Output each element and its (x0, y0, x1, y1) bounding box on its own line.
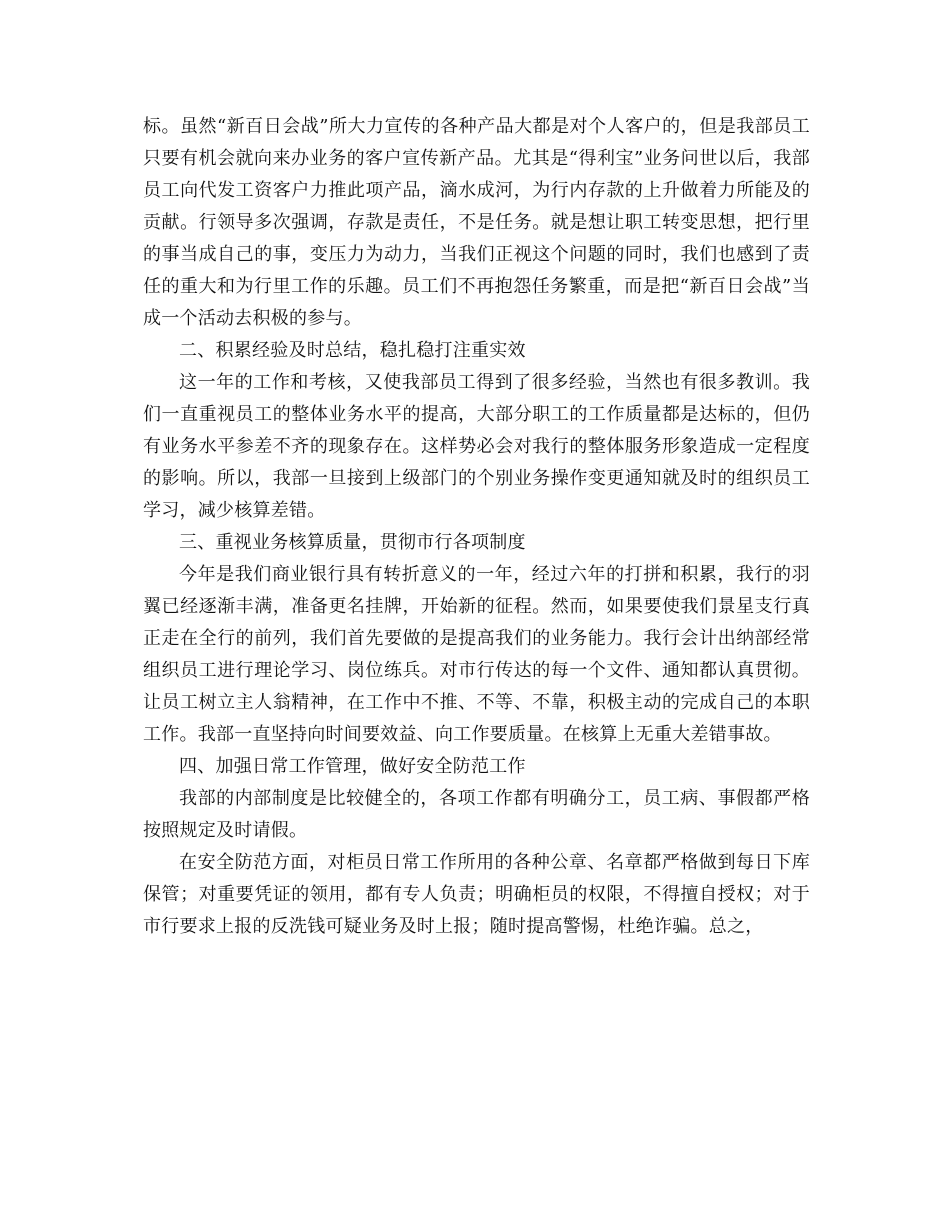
document-body (143, 111, 810, 943)
paragraph-experience: 这一年的工作和考核，又使我部员工得到了很多经验，当然也有很多教训。我们一直重视员工的整体业务水平的提高，大部分职工的工作质量都是达标的，但仍有业务水平参差不齐的现象存在。这样势必会对我行的整体服务形象造成一定程度的影响。所以，我部一旦接到上级部门的个别业务操作变更通知就及时的组织员工学习，减少核算差错。 (143, 372, 810, 521)
paragraph-continuation: 标。虽然“新百日会战”所大力宣传的各种产品大都是对个人客户的，但是我部员工只要有机会就向来办业务的客户宣传新产品。尤其是“得利宝”业务问世以后，我部员工向代发工资客户力推此项产品，滴水成河，为行内存款的上升做着力所能及的贡献。行领导多次强调，存款是责任，不是任务。就是想让职工转变思想，把行里的事当成自己的事，变压力为动力，当我们正视这个问题的同时，我们也感到了责任的重大和为行里工作的乐趣。员工们不再抱怨任务繁重，而是把“新百日会战”当成一个活动去积极的参与。 (143, 116, 810, 329)
section-heading-2: 二、积累经验及时总结，稳扎稳打注重实效 (179, 340, 526, 361)
section-heading-4: 四、加强日常工作管理，做好安全防范工作 (179, 756, 526, 777)
section-heading-3: 三、重视业务核算质量，贯彻市行各项制度 (179, 532, 526, 553)
paragraph-internal-rules: 我部的内部制度是比较健全的，各项工作都有明确分工，员工病、事假都严格按照规定及时请假。 (143, 788, 810, 841)
paragraph-quality: 今年是我们商业银行具有转折意义的一年，经过六年的打拼和积累，我行的羽翼已经逐渐丰满，准备更名挂牌，开始新的征程。然而，如果要使我们景星支行真正走在全行的前列，我们首先要做的是提高我们的业务能力。我行会计出纳部经常组织员工进行理论学习、岗位练兵。对市行传达的每一个文件、通知都认真贯彻。让员工树立主人翁精神，在工作中不推、不等、不靠，积极主动的完成自己的本职工作。我部一直坚持向时间要效益、向工作要质量。在核算上无重大差错事故。 (143, 564, 810, 745)
paragraph-security: 在安全防范方面，对柜员日常工作所用的各种公章、名章都严格做到每日下库保管；对重要凭证的领用，都有专人负责；明确柜员的权限，不得擅自授权；对于市行要求上报的反洗钱可疑业务及时上报；随时提高警惕，杜绝诈骗。总之， (143, 852, 810, 937)
